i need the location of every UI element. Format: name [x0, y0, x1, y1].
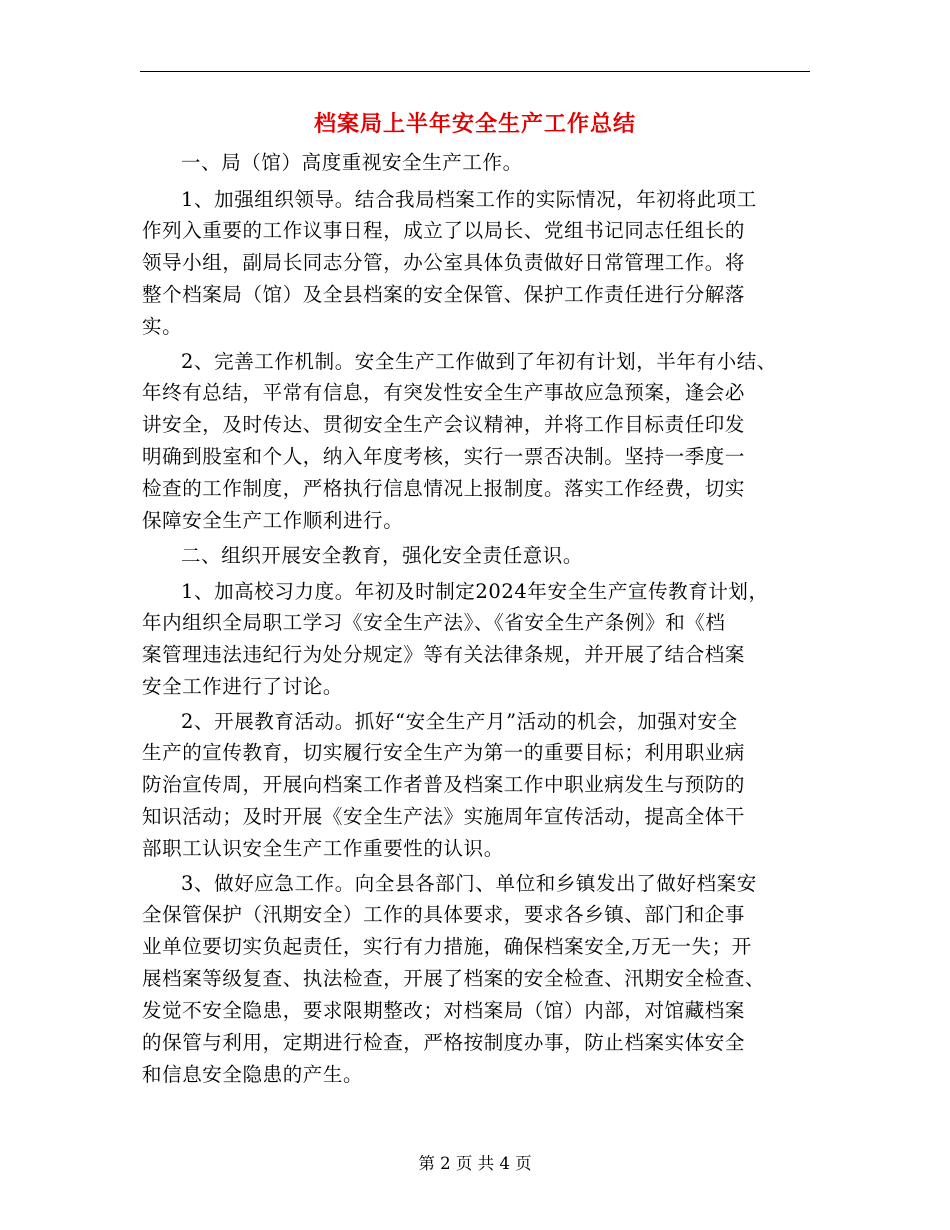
page-number: 第 2 页 共 4 页 [418, 1154, 532, 1173]
body-line: 实。 [142, 315, 183, 338]
body-line: 全保管保护（汛期安全）工作的具体要求，要求各乡镇、部门和企事 [142, 903, 746, 926]
body-line: 2、完善工作机制。安全生产工作做到了年初有计划，半年有小结、 [181, 350, 777, 373]
body-line: 一、局（馆）高度重视安全生产工作。 [181, 151, 523, 174]
body-line: 作列入重要的工作议事日程，成立了以局长、党组书记同志任组长的 [142, 219, 746, 242]
body-line: 业单位要切实负起责任，实行有力措施，确保档案安全,万无一失；开 [142, 935, 752, 958]
body-line: 领导小组，副局长同志分管，办公室具体负责做好日常管理工作。将 [142, 251, 746, 274]
header-rule [140, 71, 810, 72]
body-line: 知识活动；及时开展《安全生产法》实施周年宣传活动，提高全体干 [142, 805, 746, 828]
body-line: 防治宣传周，开展向档案工作者普及档案工作中职业病发生与预防的 [142, 773, 746, 796]
body-line: 案管理违法违纪行为处分规定》等有关法律条规，并开展了结合档案 [142, 643, 746, 666]
body-line: 生产的宣传教育，切实履行安全生产为第一的重要目标；利用职业病 [142, 741, 746, 764]
body-line: 和信息安全隐患的产生。 [142, 1063, 364, 1086]
body-line: 1、加强组织领导。结合我局档案工作的实际情况，年初将此项工 [181, 188, 757, 211]
body-line: 2、开展教育活动。抓好“安全生产月”活动的机会，加强对安全 [181, 710, 738, 733]
body-line: 3、做好应急工作。向全县各部门、单位和乡镇发出了做好档案安 [181, 872, 757, 895]
body-line: 安全工作进行了讨论。 [142, 675, 344, 698]
body-line: 展档案等级复查、执法检查，开展了档案的安全检查、汛期安全检查、 [142, 967, 766, 990]
body-line: 讲安全，及时传达、贯彻安全生产会议精神，并将工作目标责任印发 [142, 413, 746, 436]
body-line: 年内组织全局职工学习《安全生产法》、《省安全生产条例》和《档 [142, 611, 726, 634]
document-title: 档案局上半年安全生产工作总结 [313, 111, 636, 137]
body-line: 二、组织开展安全教育，强化安全责任意识。 [181, 544, 584, 567]
body-line: 1、加高校习力度。年初及时制定2024年安全生产宣传教育计划， [181, 580, 769, 603]
body-line: 整个档案局（馆）及全县档案的安全保管、保护工作责任进行分解落 [142, 283, 746, 306]
body-line: 保障安全生产工作顺利进行。 [142, 509, 404, 532]
body-line: 明确到股室和个人，纳入年度考核，实行一票否决制。坚持一季度一 [142, 445, 746, 468]
body-line: 的保管与利用，定期进行检查，严格按制度办事，防止档案实体安全 [142, 1031, 746, 1054]
body-line: 检查的工作制度，严格执行信息情况上报制度。落实工作经费，切实 [142, 477, 746, 500]
body-line: 年终有总结，平常有信息，有突发性安全生产事故应急预案，逢会必 [142, 381, 746, 404]
body-line: 部职工认识安全生产工作重要性的认识。 [142, 837, 504, 860]
body-line: 发觉不安全隐患，要求限期整改；对档案局（馆）内部，对馆藏档案 [142, 999, 746, 1022]
